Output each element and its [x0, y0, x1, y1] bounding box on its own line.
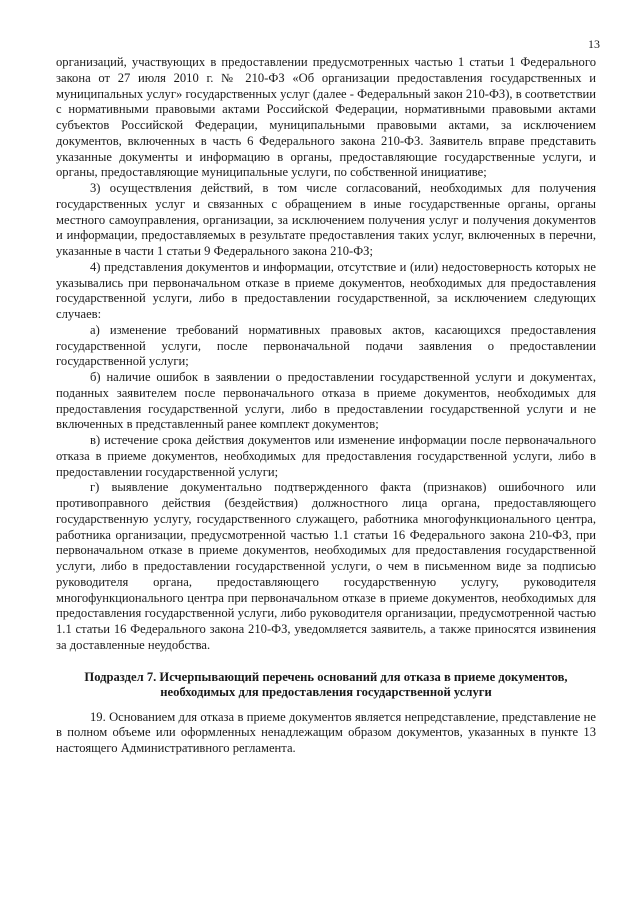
- paragraph-item-4: 4) представления документов и информации, отсутствие и (или) недостоверность которых не указывались при первоначальном отказе в приеме документов, необходимых для предоставления государственной услуги, либо в предоставлении государственной, за исключением следующих случаев:: [56, 259, 596, 321]
- paragraph-item-3: 3) осуществления действий, в том числе согласований, необходимых для получения государственных услуг и связанных с обращением в иные государственные органы, органы местного самоуправления, организации, за исключением получения услуг и получения документов и информации, предоставляемых в результате предоставления таких услуг, включенных в перечни, указанные в части 1 статьи 9 Федерального закона 210-ФЗ;: [56, 181, 596, 258]
- page-number: 13: [588, 37, 600, 51]
- paragraph-subitem-b: б) наличие ошибок в заявлении о предоставлении государственной услуги и документах, поданных заявителем после первоначального отказа в приеме документов, необходимых для предоставления государственной услуги, либо в предоставлении государственной услуги и не включенных в представленный ранее комплект документов;: [56, 370, 596, 432]
- section-heading: Подраздел 7. Исчерпывающий перечень оснований для отказа в приеме документов, необходимых для предоставления государственной услуги: [84, 669, 568, 699]
- paragraph-continuation: организаций, участвующих в предоставлении предусмотренных частью 1 статьи 1 Федерального закона от 27 июля 2010 г. № 210-ФЗ «Об организации предоставления государственных и муниципальных услуг» государственных услуг (далее - Федеральный закон 210-ФЗ), в соответствии с нормативными правовыми актами Российской Федерации, нормативными правовыми актами субъектов Российской Федерации, муниципальными правовыми актами, за исключением документов, включенных в часть 6 Федерального закона 210-ФЗ. Заявитель вправе представить указанные документы и информацию в органы, предоставляющие государственные услуги, и органы, предоставляющие муниципальные услуги, по собственной инициативе;: [56, 55, 596, 180]
- paragraph-subitem-g: г) выявление документально подтвержденного факта (признаков) ошибочного или противоправного действия (бездействия) должностного лица органа, предоставляющего государственную услугу, государственного служащего, работника многофункционального центра, работника организации, предусмотренной частью 1.1 статьи 16 Федерального закона 210-ФЗ, при первоначальном отказе в приеме документов, необходимых для предоставления государственной услуги, либо в предоставлении государственной услуги, о чем в письменном виде за подписью руководителя органа, предоставляющего государственную услугу, руководителя многофункционального центра при первоначальном отказе в приеме документов, необходимых для предоставления государственной услуги, либо руководителя организации, предусмотренной частью 1.1 статьи 16 Федерального закона 210-ФЗ, уведомляется заявитель, а также приносятся извинения за доставленные неудобства.: [56, 480, 596, 652]
- paragraph-subitem-v: в) истечение срока действия документов или изменение информации после первоначального отказа в приеме документов, необходимых для предоставления государственной услуги, либо в предоставлении государственной услуги;: [56, 433, 596, 479]
- paragraph-subitem-a: а) изменение требований нормативных правовых актов, касающихся предоставления государственной услуги, после первоначальной подачи заявления о предоставлении государственной услуги;: [56, 322, 596, 369]
- paragraph-19: 19. Основанием для отказа в приеме документов является непредставление, представление не в полном объеме или оформленных ненадлежащим образом документов, указанных в пункте 13 настоящего Административного регламента.: [56, 709, 596, 755]
- document-body: [56, 55, 596, 757]
